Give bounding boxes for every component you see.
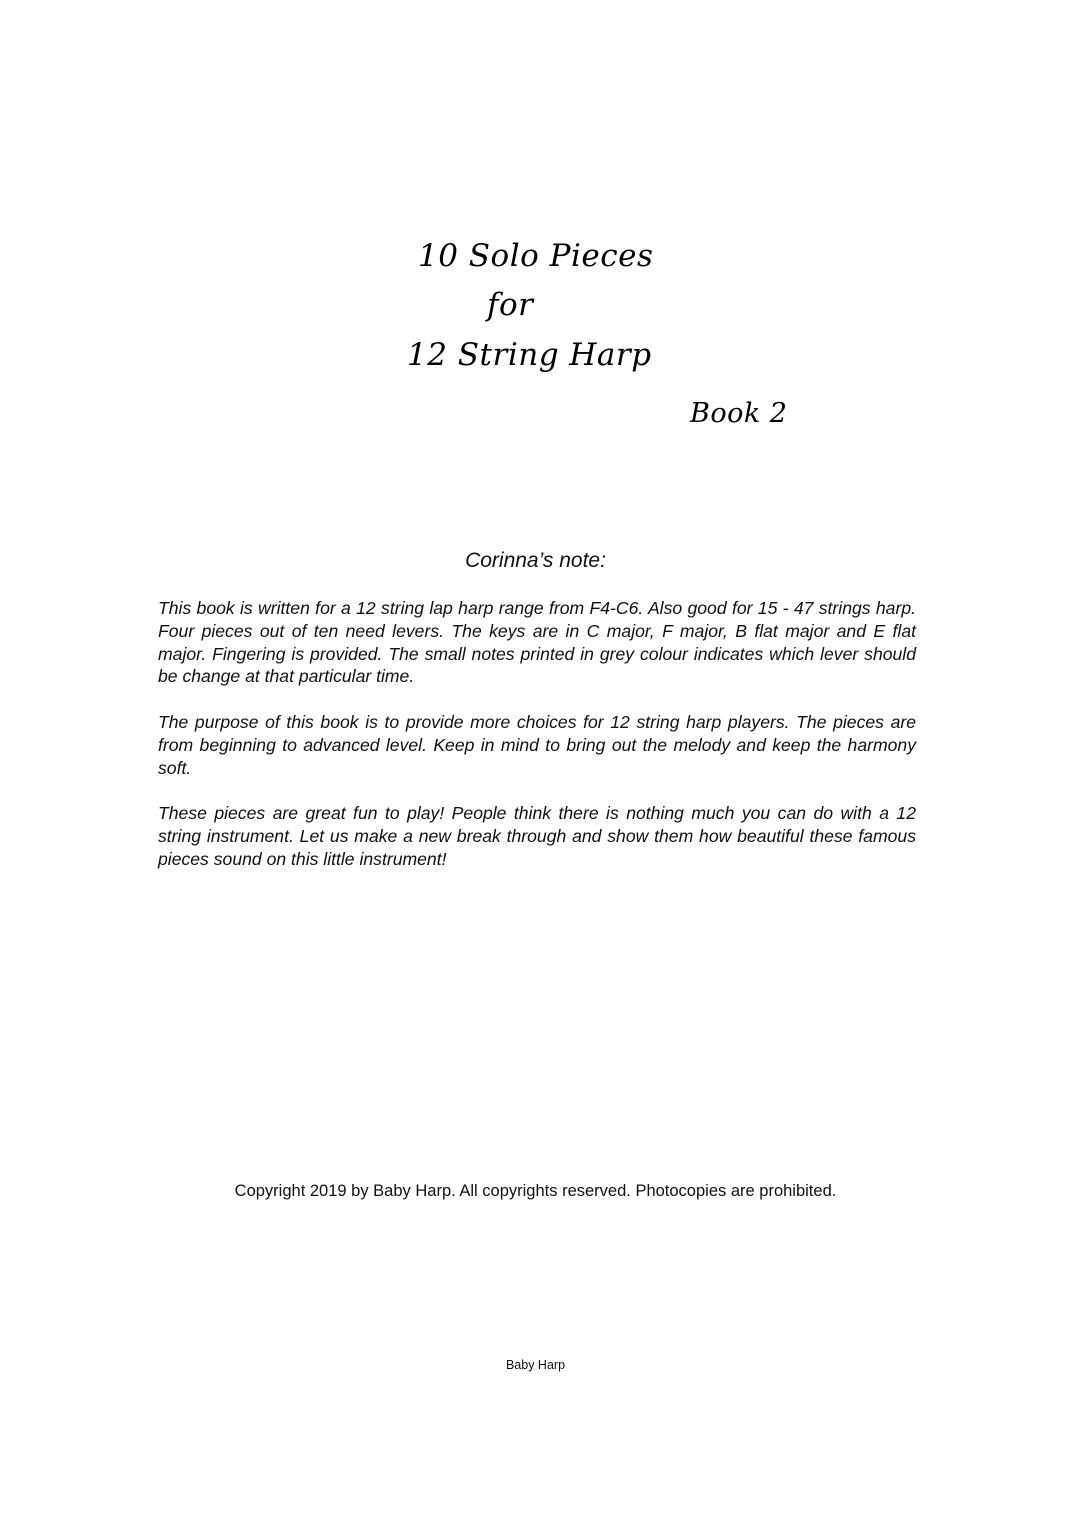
- title-line-1: 10 Solo Pieces: [418, 238, 654, 274]
- note-heading: Corinna’s note:: [465, 549, 606, 572]
- book-subtitle: Book 2: [690, 398, 788, 429]
- page-footer: Baby Harp: [505, 1358, 566, 1372]
- note-paragraph: The purpose of this book is to provide more choices for 12 string harp players. The pieces are from beginning to advanced level. Keep in mind to bring out the melody and keep the harmony soft.: [158, 712, 916, 778]
- title-line-3: 12 String Harp: [407, 337, 652, 373]
- note-paragraph: These pieces are great fun to play! People think there is nothing much you can do with a 12 string instrument. Let us make a new break through and show them how beautiful these famous pieces sound on this little instrument!: [158, 803, 916, 869]
- title-line-2: for: [487, 287, 534, 323]
- copyright-notice: Copyright 2019 by Baby Harp. All copyrights reserved. Photocopies are prohibited.: [234, 1182, 837, 1200]
- note-paragraph: This book is written for a 12 string lap harp range from F4-C6. Also good for 15 - 47 strings harp. Four pieces out of ten need levers. The keys are in C major, F major, B flat major and E flat major. Fingering is provided. The small notes printed in grey colour indicates which lever should be change at that particular time.: [158, 598, 916, 687]
